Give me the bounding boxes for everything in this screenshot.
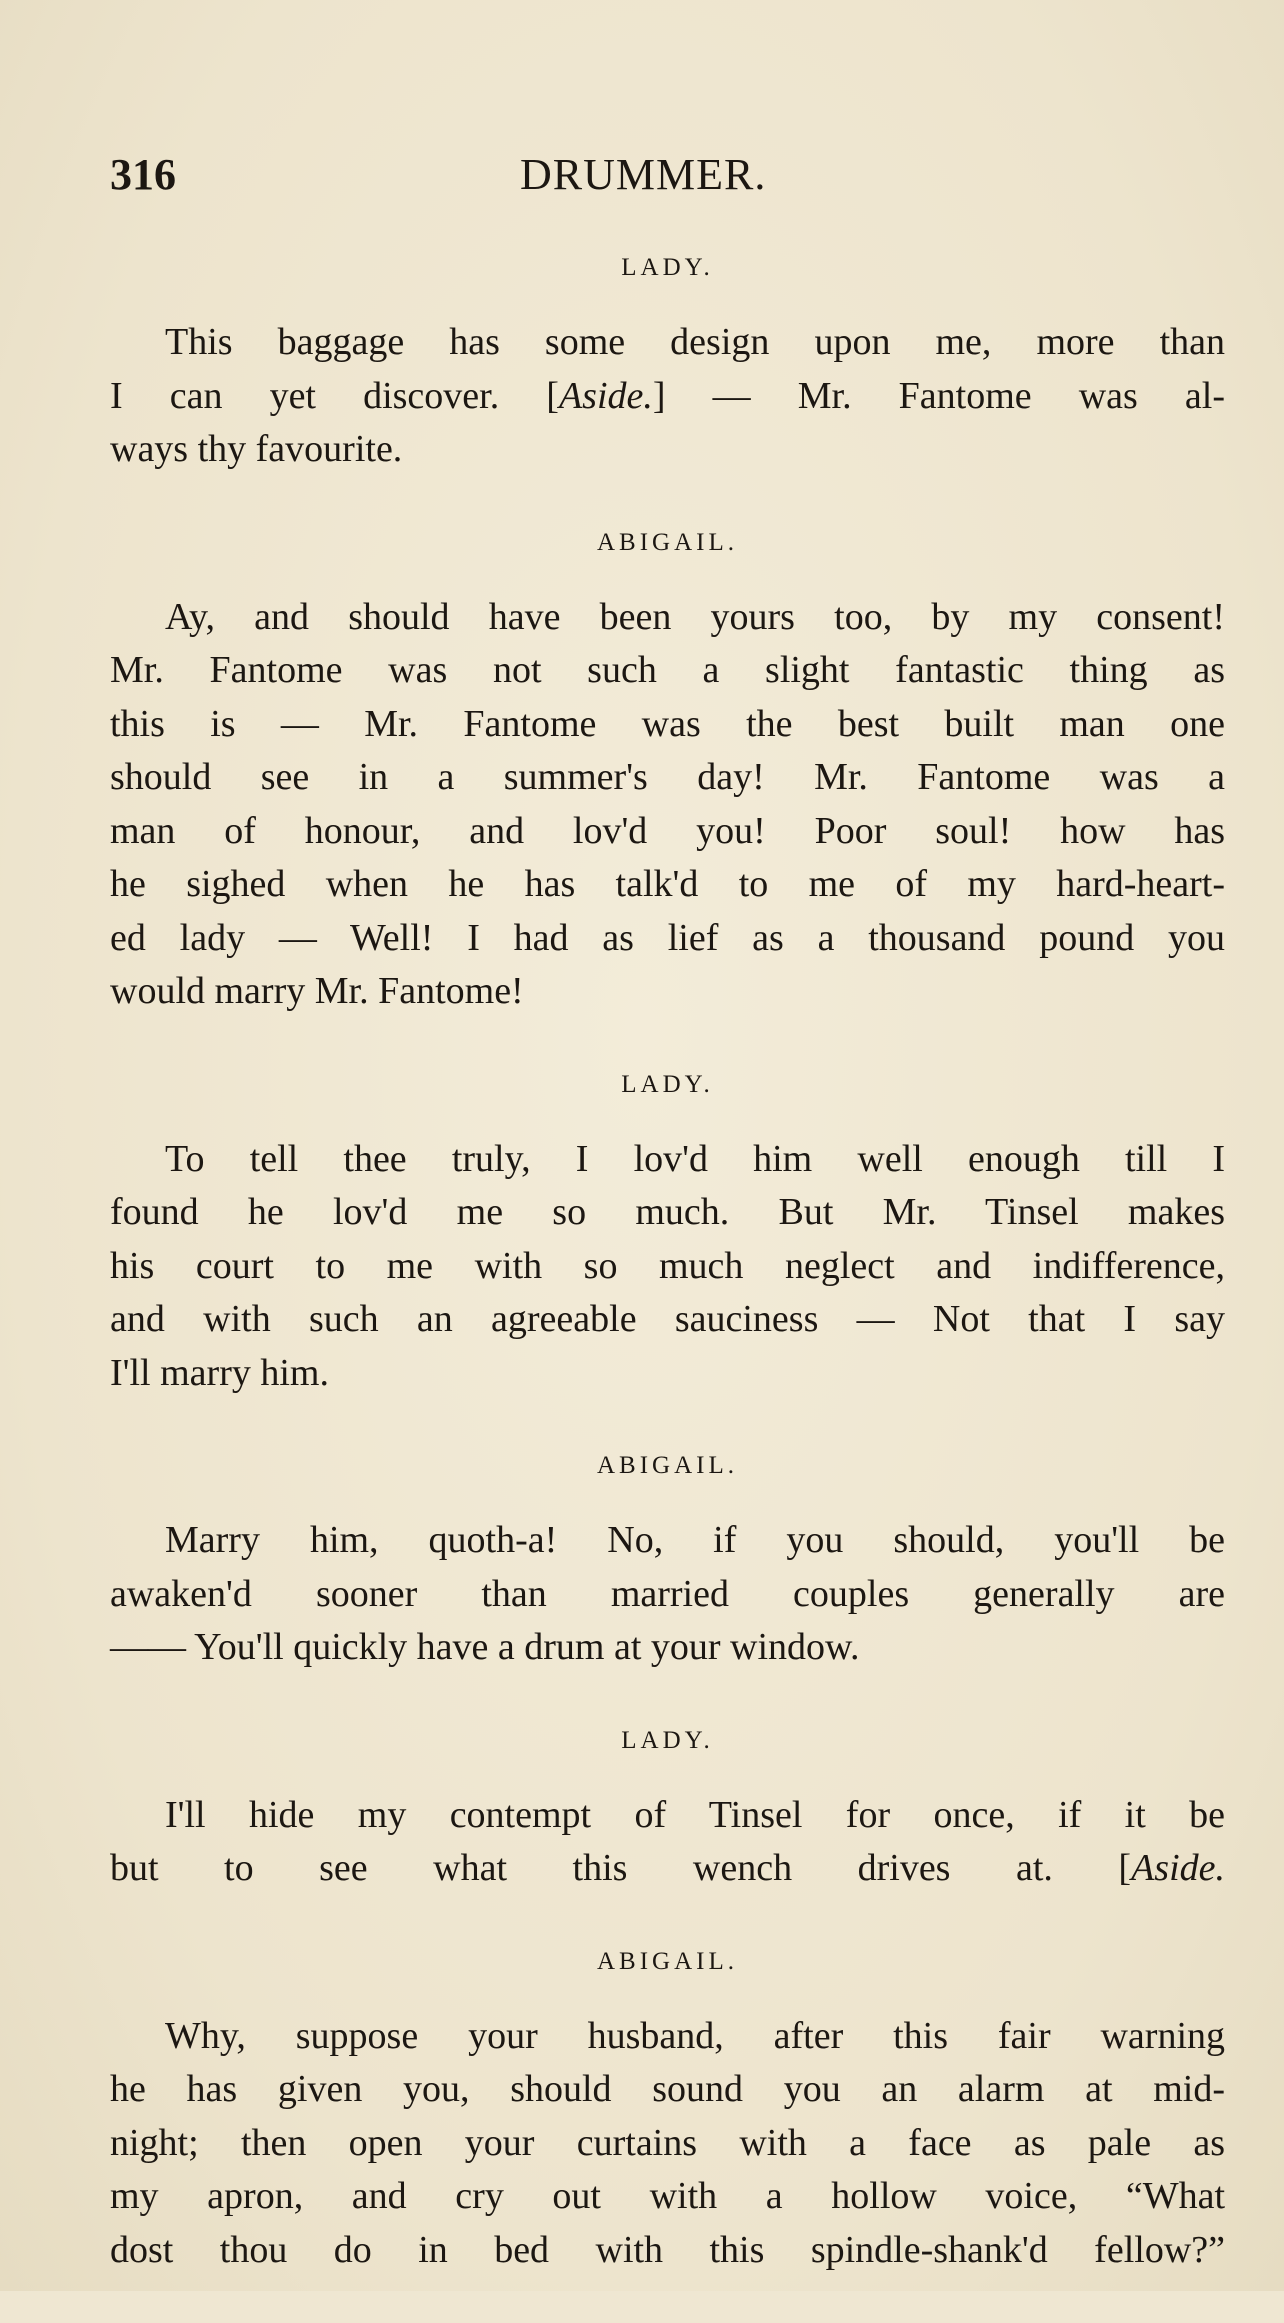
text-line: I'll hide my contempt of Tinsel for once, if it be — [165, 1793, 1225, 1836]
stage-direction: Aside. — [558, 374, 653, 417]
speech-paragraph — [110, 2010, 1225, 2278]
text-line: night; then open your curtains with a face as pale as — [110, 2121, 1225, 2164]
stage-direction: Aside. — [1131, 1847, 1225, 1889]
page-body — [110, 248, 1225, 2323]
running-title: DRUMMER. — [520, 150, 767, 199]
text-line: and with such an agreeable sauciness — Not that I say — [110, 1298, 1225, 1340]
text-line: but to see what this wench drives at. [Aside. — [110, 1847, 1225, 1889]
speech-paragraph — [110, 1514, 1225, 1675]
text-line: Mr. Fantome was not such a slight fantastic thing as — [110, 649, 1225, 691]
speech-paragraph — [110, 591, 1225, 1019]
speaker-name: LADY. — [621, 254, 714, 281]
text-line: —— You'll quickly have a drum at your window. — [110, 1626, 860, 1668]
speech-paragraph — [110, 1789, 1225, 1896]
text-line: I can yet discover. [Aside.] — Mr. Fantome was al- — [110, 374, 1226, 417]
page-number: 316 — [110, 150, 176, 199]
text-line: ed lady — Well! I had as lief as a thousand pound you — [110, 916, 1225, 959]
text-line: this is — Mr. Fantome was the best built man one — [110, 702, 1225, 745]
text-line: my apron, and cry out with a hollow voice, “What — [110, 2175, 1225, 2217]
speaker-name: LADY. — [621, 1070, 714, 1098]
text-line: Ay, and should have been yours too, by my consent! — [165, 595, 1225, 638]
text-line: dost thou do in bed with this spindle-shank'd fellow?” — [110, 2228, 1225, 2271]
text-line: I'll marry him. — [110, 1351, 329, 1394]
text-line: Why, suppose your husband, after this fair warning — [165, 2014, 1225, 2057]
text-line: his court to me with so much neglect and indifference, — [110, 1244, 1225, 1287]
text-line: man of honour, and lov'd you! Poor soul! how has — [110, 809, 1225, 852]
text-line: awaken'd sooner than married couples generally are — [110, 1572, 1225, 1615]
text-line: found he lov'd me so much. But Mr. Tinsel makes — [110, 1191, 1225, 1233]
running-head — [110, 150, 1220, 200]
text-line: he has given you, should sound you an alarm at mid- — [110, 2068, 1225, 2110]
speech-paragraph — [110, 1133, 1225, 1401]
speaker-name: LADY. — [621, 1726, 714, 1754]
text-line: he sighed when he has talk'd to me of my hard-heart- — [110, 863, 1225, 905]
speaker-name: ABIGAIL. — [596, 1947, 738, 1975]
text-line: To tell thee truly, I lov'd him well enough till I — [165, 1137, 1225, 1180]
speaker-name: ABIGAIL. — [596, 528, 738, 556]
text-line: Marry him, quoth-a! No, if you should, you'll be — [165, 1519, 1225, 1561]
text-line: should see in a summer's day! Mr. Fantome was a — [110, 756, 1225, 798]
text-line: ways thy favourite. — [110, 428, 403, 470]
speaker-name: ABIGAIL. — [596, 1452, 738, 1479]
text-line: would marry Mr. Fantome! — [110, 970, 524, 1012]
text-line: This baggage has some design upon me, more than — [165, 321, 1225, 363]
speech-paragraph — [110, 316, 1225, 477]
